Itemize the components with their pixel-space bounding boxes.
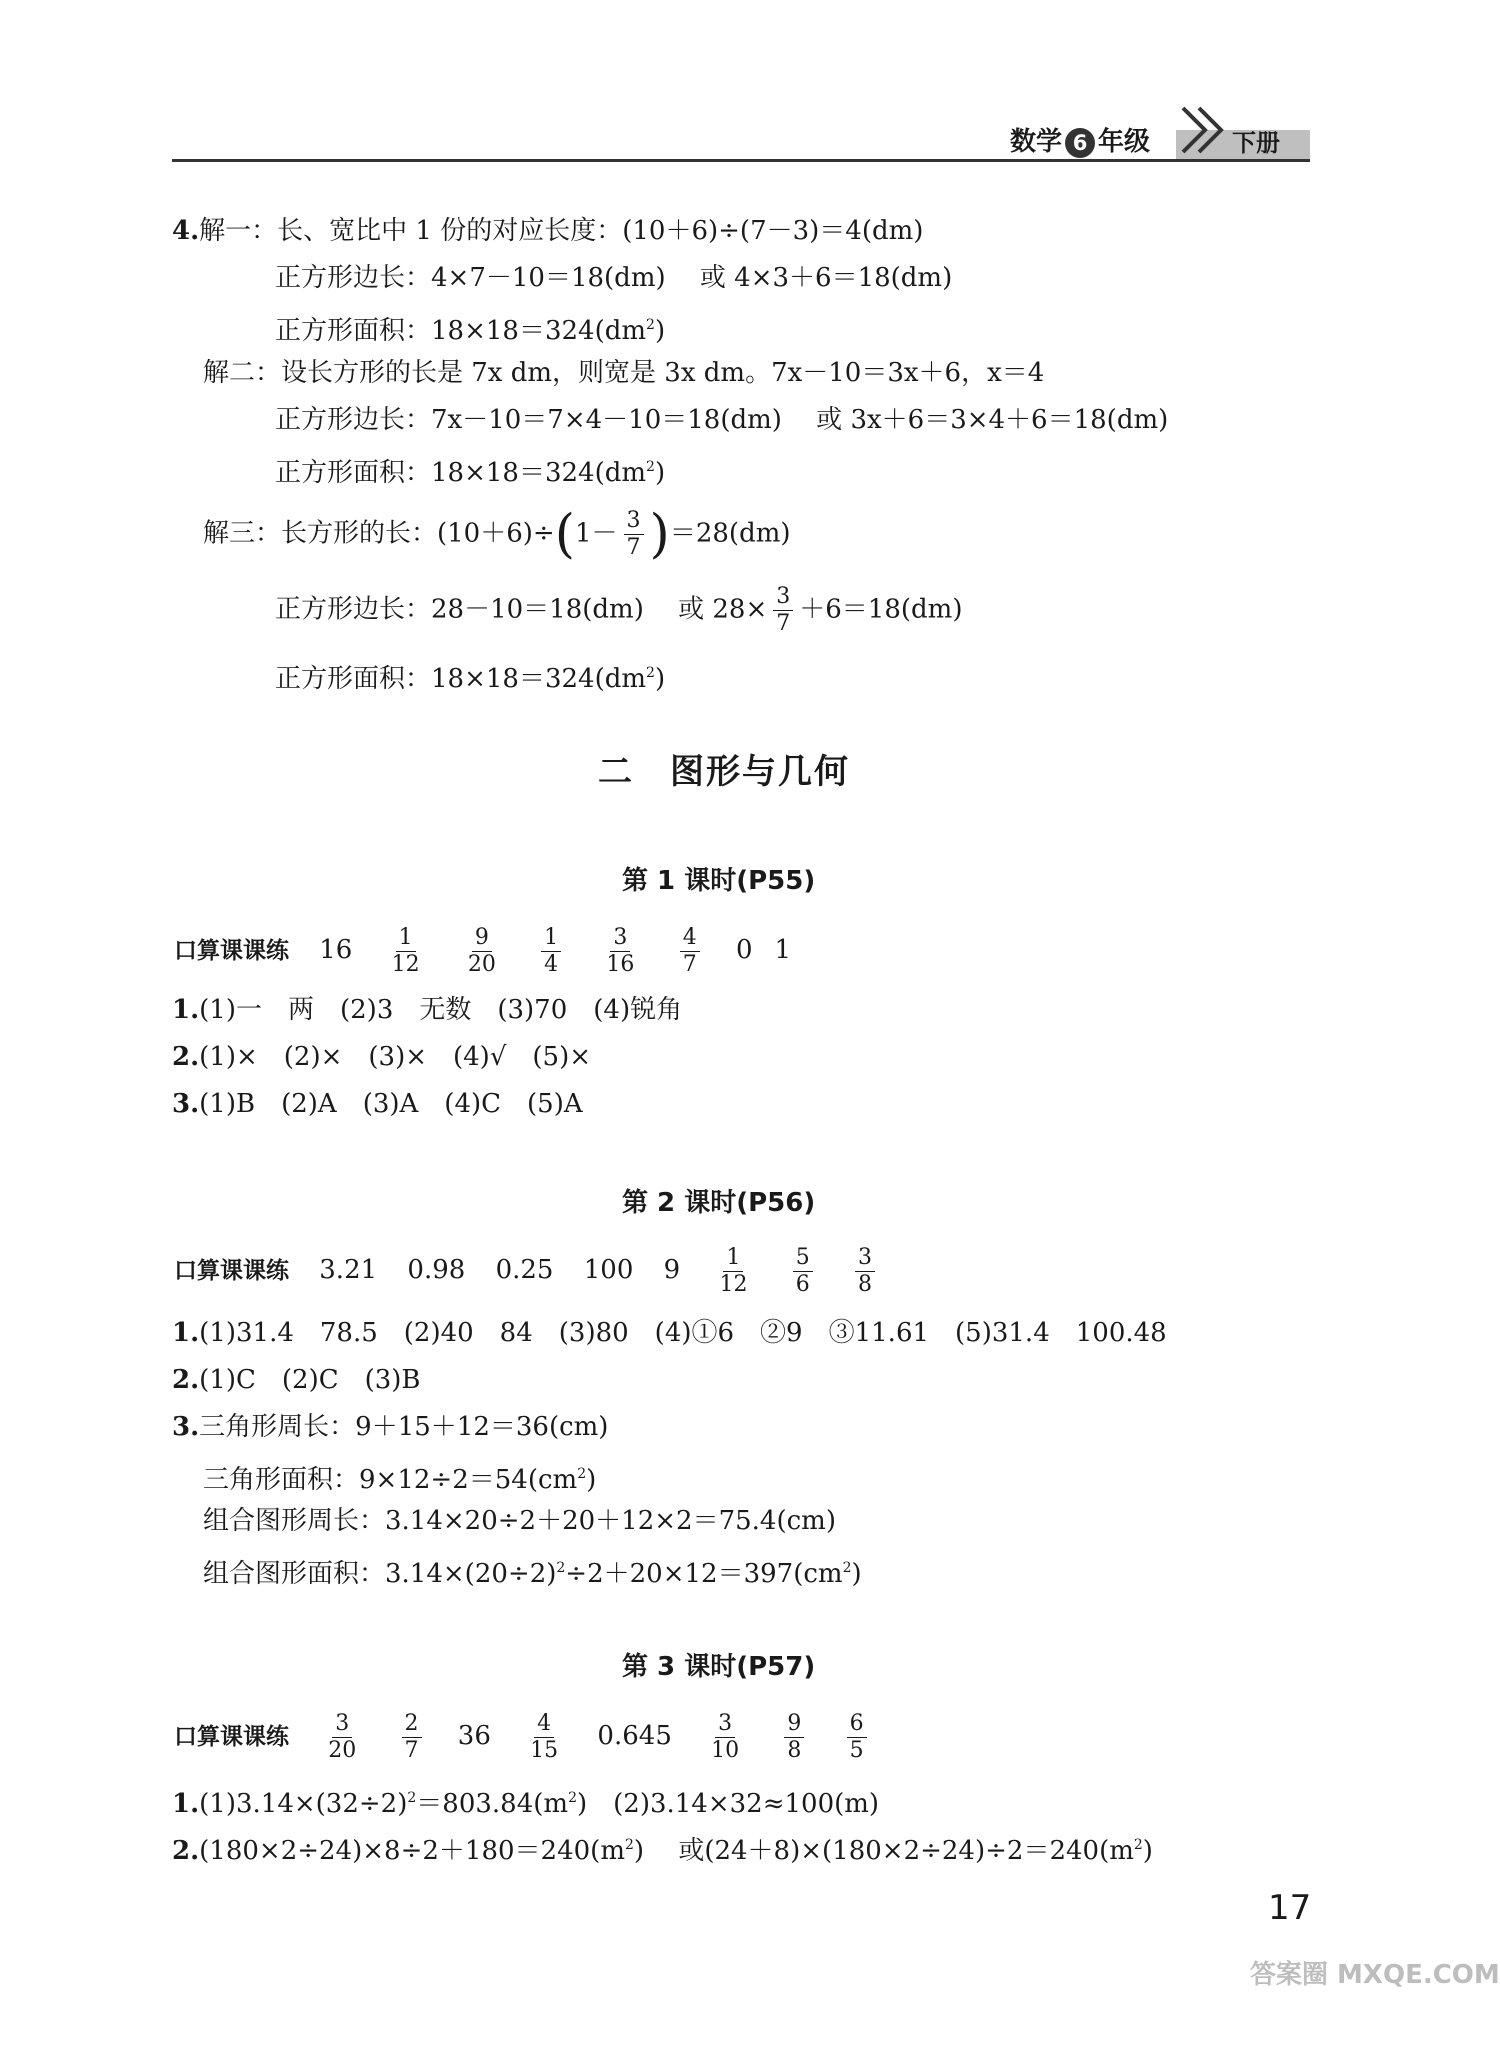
lesson2-q3: 3.三角形周长：9＋15＋12＝36(cm)	[172, 1412, 609, 1442]
watermark: 答案圈 MXQE.COM	[1250, 1960, 1500, 1990]
lesson2-q1: 1.(1)31.4 78.5 (2)40 84 (3)80 (4)①6 ②9 ③11.61 (5)31.4 100.48	[172, 1318, 1167, 1348]
p4-s2-area: 正方形面积：$18\times 18=324(dm^2)$	[275, 458, 666, 488]
lesson1-q2: 2.(1)× (2)× (3)× (4)√ (5)×	[172, 1042, 592, 1072]
p4-s2-side: 正方形边长：7x－10＝7×4－10＝18(dm) 或 3x＋6＝3×4＋6＝18(dm)	[275, 405, 1169, 435]
chevron-icon	[1175, 100, 1235, 160]
p4-s1-side: 正方形边长：4×7－10＝18(dm) 或 4×3＋6＝18(dm)	[275, 263, 953, 293]
lesson3-oral: 口算课课练 $\frac{3}{20}$ $\frac{2}{7}$ 36 $\frac{4}{15}$ 0.645 $\frac{3}{10}$ $\frac{9}{8}$ $\frac{6}{5}$	[174, 1706, 873, 1767]
lesson2-q3-b: 三角形面积：$9\times 12\div 2=54(cm^2)$	[203, 1465, 597, 1495]
lesson2-oral: 口算课课练 3.21 0.98 0.25 100 9 $\frac{1}{12}$ $\frac{5}{6}$ $\frac{3}{8}$	[174, 1240, 881, 1301]
lesson3-q2: $2.(180\times 2\div 24)\times 8\div 2+180=240(m^2)$ 或$(24+8)\times(180\times 2\div 24)\div 2=240(m^2)$	[172, 1836, 1153, 1866]
p4-solution1: 4.解一：长、宽比中 1 份的对应长度：(10＋6)÷(7－3)＝4(dm)	[172, 216, 924, 246]
lesson2-q3-c: 组合图形周长：3.14×20÷2＋20＋12×2＝75.4(cm)	[203, 1506, 836, 1536]
p4-s1-area: 正方形面积：$18\times 18=324(dm^2)$	[275, 316, 666, 346]
lesson1-oral: 口算课课练 16 $\frac{1}{12}$ $\frac{9}{20}$ $\frac{1}{4}$ $\frac{3}{16}$ $\frac{4}{7}$ 0 1	[174, 924, 792, 977]
header-rule	[172, 159, 1310, 162]
p4-solution2: 解二：设长方形的长是 7x dm，则宽是 3x dm。7x－10＝3x＋6，x＝4	[203, 358, 1045, 388]
header-volume: 下册	[1232, 129, 1280, 157]
p4-s3-side: 正方形边长：28－10＝18(dm) 或 28× $\frac{3}{7}$ ＋6＝18(dm)	[275, 584, 963, 636]
header-subject: 数学 6 年级	[1010, 127, 1151, 157]
page-number: 17	[1268, 1888, 1312, 1928]
p4-s3-area: 正方形面积：$18\times 18=324(dm^2)$	[275, 664, 666, 694]
lesson2-title: 第 2 课时(P56)	[622, 1188, 816, 1218]
lesson1-q3: 3.(1)B (2)A (3)A (4)C (5)A	[172, 1089, 583, 1119]
lesson2-q2: 2.(1)C (2)C (3)B	[172, 1365, 421, 1395]
lesson3-q1: $1.(1)3.14\times(32\div 2)^2=803.84(m^2)$ (2)3.14×32≈100(m)	[172, 1789, 880, 1819]
p4-solution3: 解三：长方形的长：(10＋6)÷(1－ $\frac{3}{7}$ )＝28(dm)	[203, 504, 791, 565]
lesson2-q3-d: 组合图形面积：$3.14\times(20\div 2)^2\div 2+20\times 12=397(cm^2)$	[203, 1559, 862, 1589]
lesson1-title: 第 1 课时(P55)	[622, 866, 816, 896]
lesson3-title: 第 3 课时(P57)	[622, 1652, 816, 1682]
grade-badge: 6	[1065, 128, 1095, 158]
section-title: 二 图形与几何	[598, 752, 850, 792]
lesson1-q1: 1.(1)一 两 (2)3 无数 (3)70 (4)锐角	[172, 995, 683, 1025]
